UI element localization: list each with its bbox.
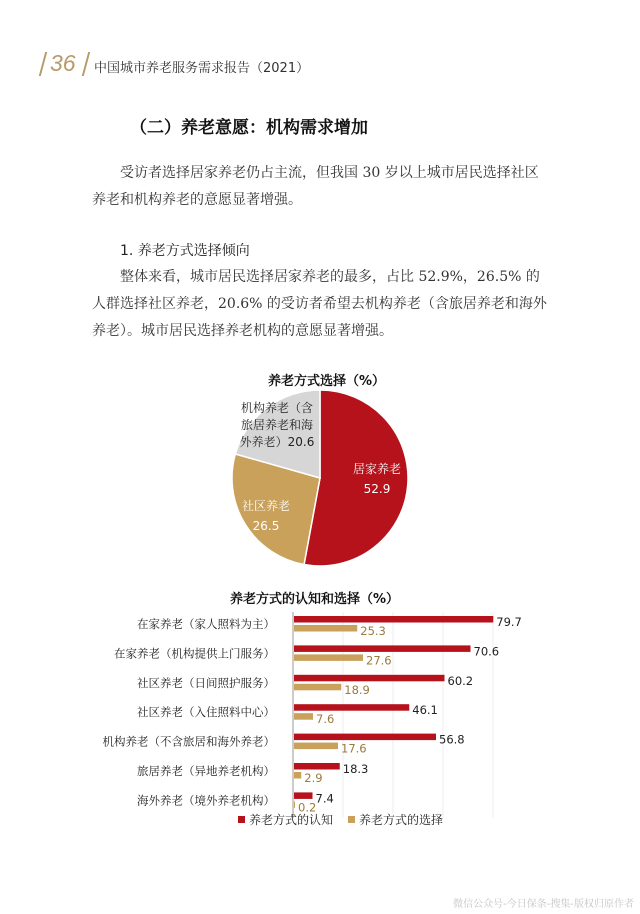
sub-heading: 1. 养老方式选择倾向: [120, 243, 250, 259]
choice-bar: [294, 713, 313, 720]
bar-value-label: 17.6: [341, 741, 367, 756]
bar-value-label: 79.7: [496, 615, 522, 629]
bar-value-label: 70.6: [473, 644, 500, 659]
intro-text: 受访者选择居家养老仍占主流，但我国 30 岁以上城市居民选择社区养老和机构养老的意愿显著增强。: [92, 165, 539, 208]
choice-bar: [294, 625, 357, 632]
awareness-bar: [294, 645, 471, 652]
legend-label-awareness: 养老方式的认知: [249, 813, 334, 827]
bar-value-label: 27.6: [366, 653, 392, 668]
choice-bar: [294, 801, 295, 808]
pie-label: 26.5: [252, 519, 280, 533]
category-label: 海外养老（境外养老机构）: [137, 793, 275, 808]
category-label: 旅居养老（异地养老机构）: [137, 764, 275, 778]
awareness-bar: [294, 792, 313, 799]
bar-value-label: 2.9: [304, 771, 323, 785]
category-label: 社区养老（入住照料中心）: [137, 705, 275, 720]
legend-swatch-choice: [348, 816, 355, 823]
legend-label-choice: 养老方式的选择: [359, 813, 444, 827]
bar-value-label: 25.3: [360, 624, 386, 638]
pie-label: 社区养老: [241, 499, 291, 513]
choice-bar: [294, 684, 341, 691]
bar-value-label: 7.6: [316, 712, 335, 727]
bar-value-label: 18.9: [344, 682, 370, 697]
awareness-bar: [294, 704, 409, 711]
section-heading: （二）养老意愿：机构需求增加: [130, 118, 368, 138]
pie-label: 居家养老: [352, 462, 402, 476]
pie-label: 外养老）20.6: [239, 435, 315, 449]
bar-value-label: 18.3: [342, 762, 369, 776]
awareness-bar: [294, 675, 445, 682]
page-number: 36: [50, 50, 76, 76]
choice-bar: [294, 772, 301, 779]
pie-label: 52.9: [363, 482, 391, 496]
pie-label: 机构养老（含: [240, 401, 314, 415]
bar-value-label: 60.2: [447, 673, 474, 688]
awareness-bar: [294, 734, 436, 741]
category-label: 机构养老（不含旅居和海外养老）: [102, 734, 275, 749]
bar-value-label: 46.1: [412, 703, 438, 718]
legend-swatch-awareness: [238, 816, 245, 823]
bar-value-label: 7.4: [315, 791, 334, 806]
report-title: 中国城市养老服务需求报告（2021）: [94, 61, 310, 76]
category-label: 在家养老（机构提供上门服务）: [114, 646, 275, 661]
choice-bar: [294, 743, 338, 750]
bar-value-label: 0.2: [298, 800, 317, 815]
category-label: 社区养老（日间照护服务）: [137, 675, 275, 690]
watermark: 微信公众号-今日保条-搜集-版权归原作者: [453, 899, 634, 910]
body-text: 整体来看，城市居民选择居家养老的最多，占比 52.9%，26.5% 的人群选择社区养老，20.6% 的受访者希望去机构养老（含旅居养老和海外养老）。城市居民选择养老机构的意愿显著增强。: [92, 269, 547, 339]
bar-value-label: 56.8: [439, 732, 465, 747]
awareness-bar: [294, 763, 340, 770]
bar-chart-title: 养老方式的认知和选择（%）: [230, 592, 400, 607]
pie-label: 旅居养老和海: [240, 418, 314, 432]
category-label: 在家养老（家人照料为主）: [137, 617, 275, 631]
choice-bar: [294, 654, 363, 661]
awareness-bar: [294, 616, 493, 623]
pie-chart-title: 养老方式选择（%）: [268, 374, 386, 389]
